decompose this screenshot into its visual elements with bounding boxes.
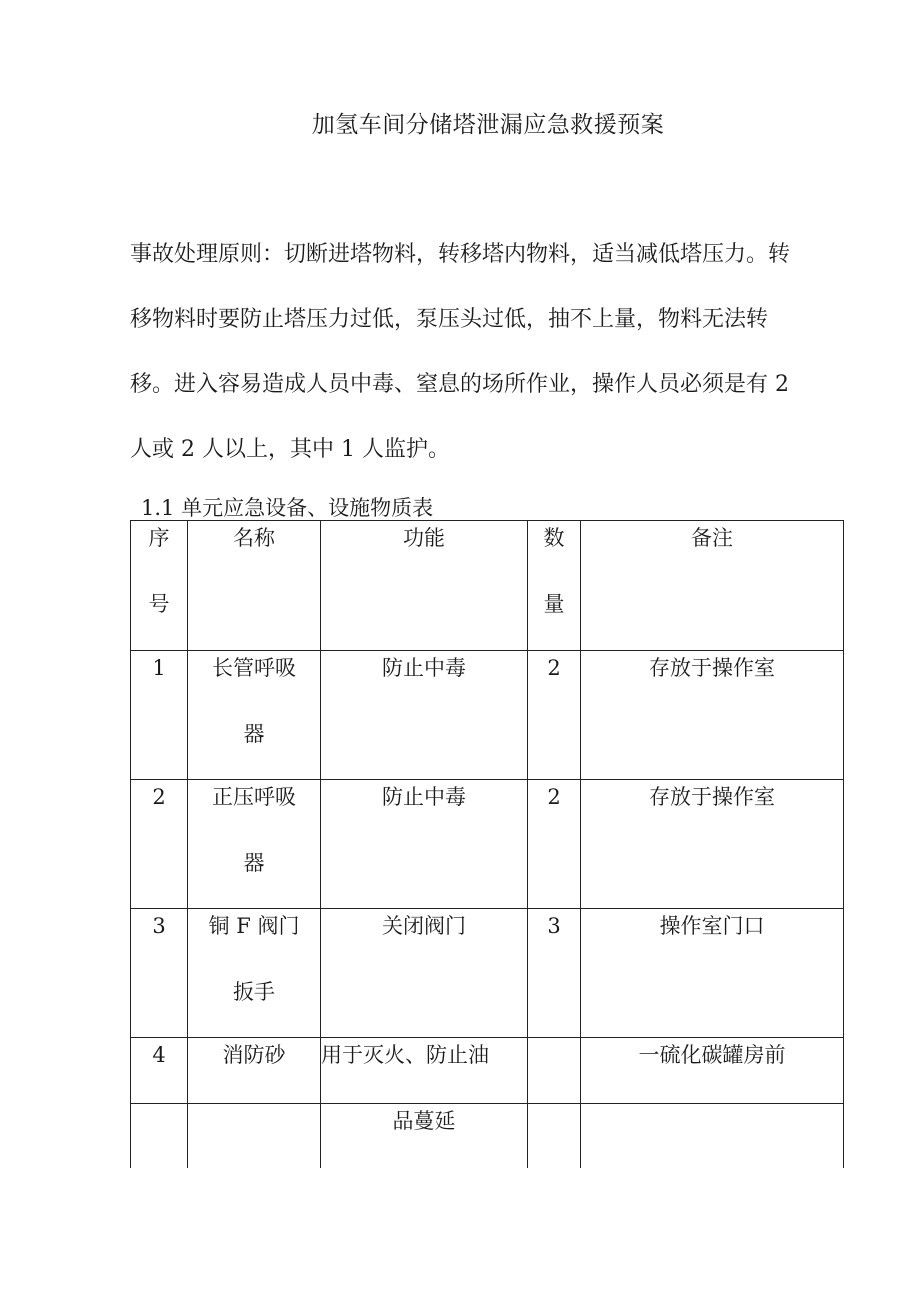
cell-name: 铜 F 阀门 扳手 xyxy=(188,909,321,1038)
table-row xyxy=(131,1038,844,1104)
cell-name: 消防砂 xyxy=(188,1038,321,1104)
paragraph-line: 事故处理原则：切断进塔物料，转移塔内物料，适当减低塔压力。转 xyxy=(130,242,791,267)
cell-note: 存放于操作室 xyxy=(581,651,844,780)
cell-function: 关闭阀门 xyxy=(321,909,528,1038)
cell-note xyxy=(581,1104,844,1168)
header-function: 功能 xyxy=(321,521,528,651)
header-note: 备注 xyxy=(581,521,844,651)
cell-name: 长管呼吸 器 xyxy=(188,651,321,780)
accident-principle-paragraph xyxy=(130,222,830,482)
cell-seq: 4 xyxy=(131,1038,188,1104)
header-qty xyxy=(528,521,581,651)
table-header-row xyxy=(131,521,844,651)
paragraph-line: 移。进入容易造成人员中毒、窒息的场所作业，操作人员必须是有 2 xyxy=(130,372,789,397)
cell-name: 正压呼吸 器 xyxy=(188,780,321,909)
header-qty-line1: 数 xyxy=(543,526,565,550)
header-name: 名称 xyxy=(188,521,321,651)
cell-qty: 2 xyxy=(528,780,581,909)
paragraph-line: 移物料时要防止塔压力过低，泵压头过低，抽不上量，物料无法转 xyxy=(130,307,769,332)
header-seq-line1: 序 xyxy=(148,526,170,550)
header-seq-line2: 号 xyxy=(148,592,170,616)
document-title: 加氢车间分储塔泄漏应急救援预案 xyxy=(311,112,665,138)
paragraph-line: 人或 2 人以上，其中 1 人监护。 xyxy=(130,437,450,462)
table-row xyxy=(131,651,844,780)
table-row xyxy=(131,909,844,1038)
cell-note: 存放于操作室 xyxy=(581,780,844,909)
cell-name xyxy=(188,1104,321,1168)
cell-function: 品蔓延 xyxy=(321,1104,528,1168)
cell-function: 防止中毒 xyxy=(321,651,528,780)
header-seq xyxy=(131,521,188,651)
cell-qty: 2 xyxy=(528,651,581,780)
table-row xyxy=(131,780,844,909)
cell-qty: 3 xyxy=(528,909,581,1038)
cell-seq xyxy=(131,1104,188,1168)
cell-function: 用于灭火、防止油 xyxy=(321,1038,528,1104)
cell-seq: 1 xyxy=(131,651,188,780)
cell-note: 一硫化碳罐房前 xyxy=(581,1038,844,1104)
cell-seq: 2 xyxy=(131,780,188,909)
table-caption: 1.1 单元应急设备、设施物质表 xyxy=(141,496,434,520)
header-qty-line2: 量 xyxy=(543,592,565,616)
cell-note: 操作室门口 xyxy=(581,909,844,1038)
table-row xyxy=(131,1104,844,1168)
cell-qty xyxy=(528,1104,581,1168)
cell-function: 防止中毒 xyxy=(321,780,528,909)
equipment-table xyxy=(130,520,844,1168)
cell-seq: 3 xyxy=(131,909,188,1038)
cell-qty xyxy=(528,1038,581,1104)
